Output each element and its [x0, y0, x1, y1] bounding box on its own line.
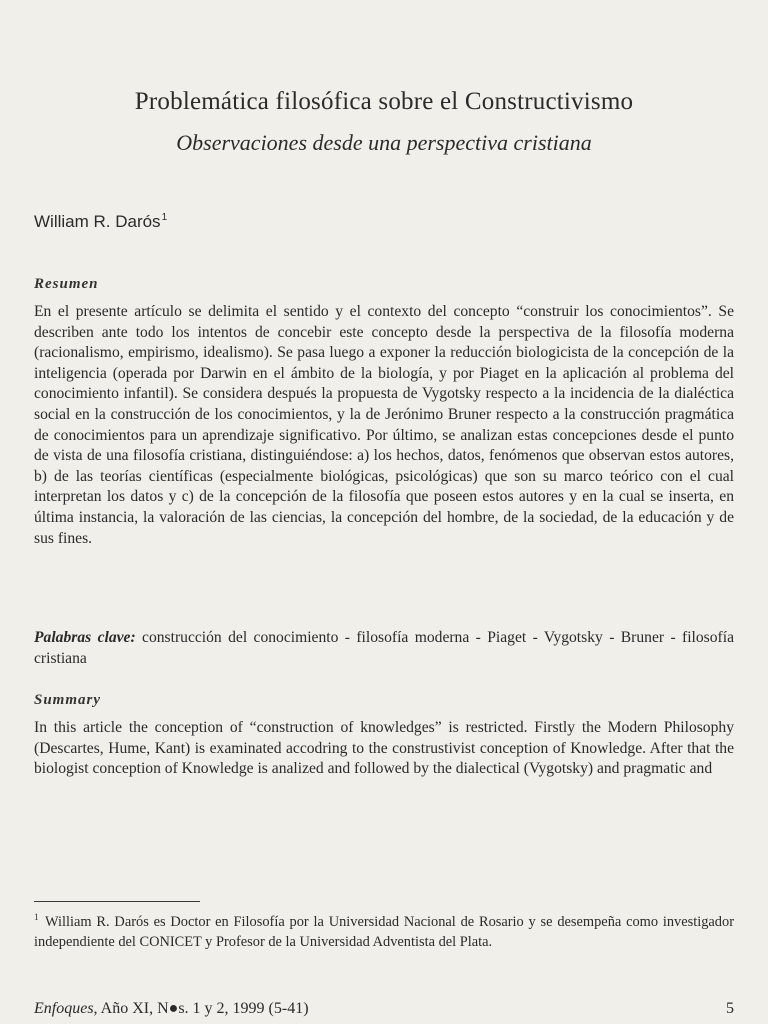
resumen-heading: Resumen [34, 276, 99, 292]
footnote [34, 908, 734, 952]
journal-name: Enfoques [34, 1000, 94, 1017]
journal-issue: , Año XI, N●s. 1 y 2, 1999 (5-41) [93, 1000, 309, 1017]
footnote-mark: 1 [34, 912, 39, 922]
author-footnote-mark[interactable]: 1 [161, 212, 168, 223]
summary-heading: Summary [34, 692, 102, 708]
article-title: Problemática filosófica sobre el Constructivismo [134, 88, 634, 115]
keywords [34, 628, 734, 669]
journal-citation [34, 1000, 309, 1018]
summary-body: In this article the conception of “construction of knowledges” is restricted. Firstly the Modern Philosophy (Descartes, Hume, Kant) is examinated accodring to the construstivist conception of Knowledge. After that the biologist conception of Knowledge is analized and followed by the dialectical (Vygotsky) and pragmatic and [34, 719, 734, 778]
author-line [34, 212, 167, 232]
footnote-text: William R. Darós es Doctor en Filosofía por la Universidad Nacional de Rosario y se desempeña como investigador independiente del CONICET y Profesor de la Universidad Adventista del Plata. [34, 914, 734, 950]
keywords-text: construcción del conocimiento - filosofía moderna - Piaget - Vygotsky - Bruner - filosofía cristiana [34, 629, 734, 667]
author-name: William R. Darós [34, 212, 161, 231]
article-subtitle: Observaciones desde una perspectiva cristiana [176, 130, 592, 155]
resumen-body: En el presente artículo se delimita el sentido y el contexto del concepto “construir los conocimientos”. Se describen ante todo los intentos de concebir este concepto desde la perspectiva de la filosofía moderna (racionalismo, empirismo, idealismo). Se pasa luego a exponer la reducción biologicista de la concepción de la inteligencia (operada por Darwin en el ámbito de la biología, y por Piaget en la aplicación al problema del conocimiento infantil). Se considera después la propuesta de Vygotsky respecto a la incidencia de la dialéctica social en la construcción de los conocimientos, y la de Jerónimo Bruner respecto a la construcción pragmática de conocimientos para un aprendizaje significativo. Por último, se analizan estas concepciones desde el punto de vista de una filosofía cristiana, distinguiéndose: a) los hechos, datos, fenómenos que observan estos autores, b) de las teorías científicas (especialmente biológicas, psicológicas) que son su marco teórico con el cual interpretan los datos y c) de la concepción de la filosofía que poseen estos autores y en la cual se inserta, en última instancia, la valoración de las ciencias, la concepción del hombre, de la sociedad, de la educación y de sus fines. [34, 303, 734, 547]
footnote-divider [34, 901, 200, 902]
keywords-label: Palabras clave: [34, 629, 136, 646]
page-number: 5 [726, 1000, 734, 1017]
